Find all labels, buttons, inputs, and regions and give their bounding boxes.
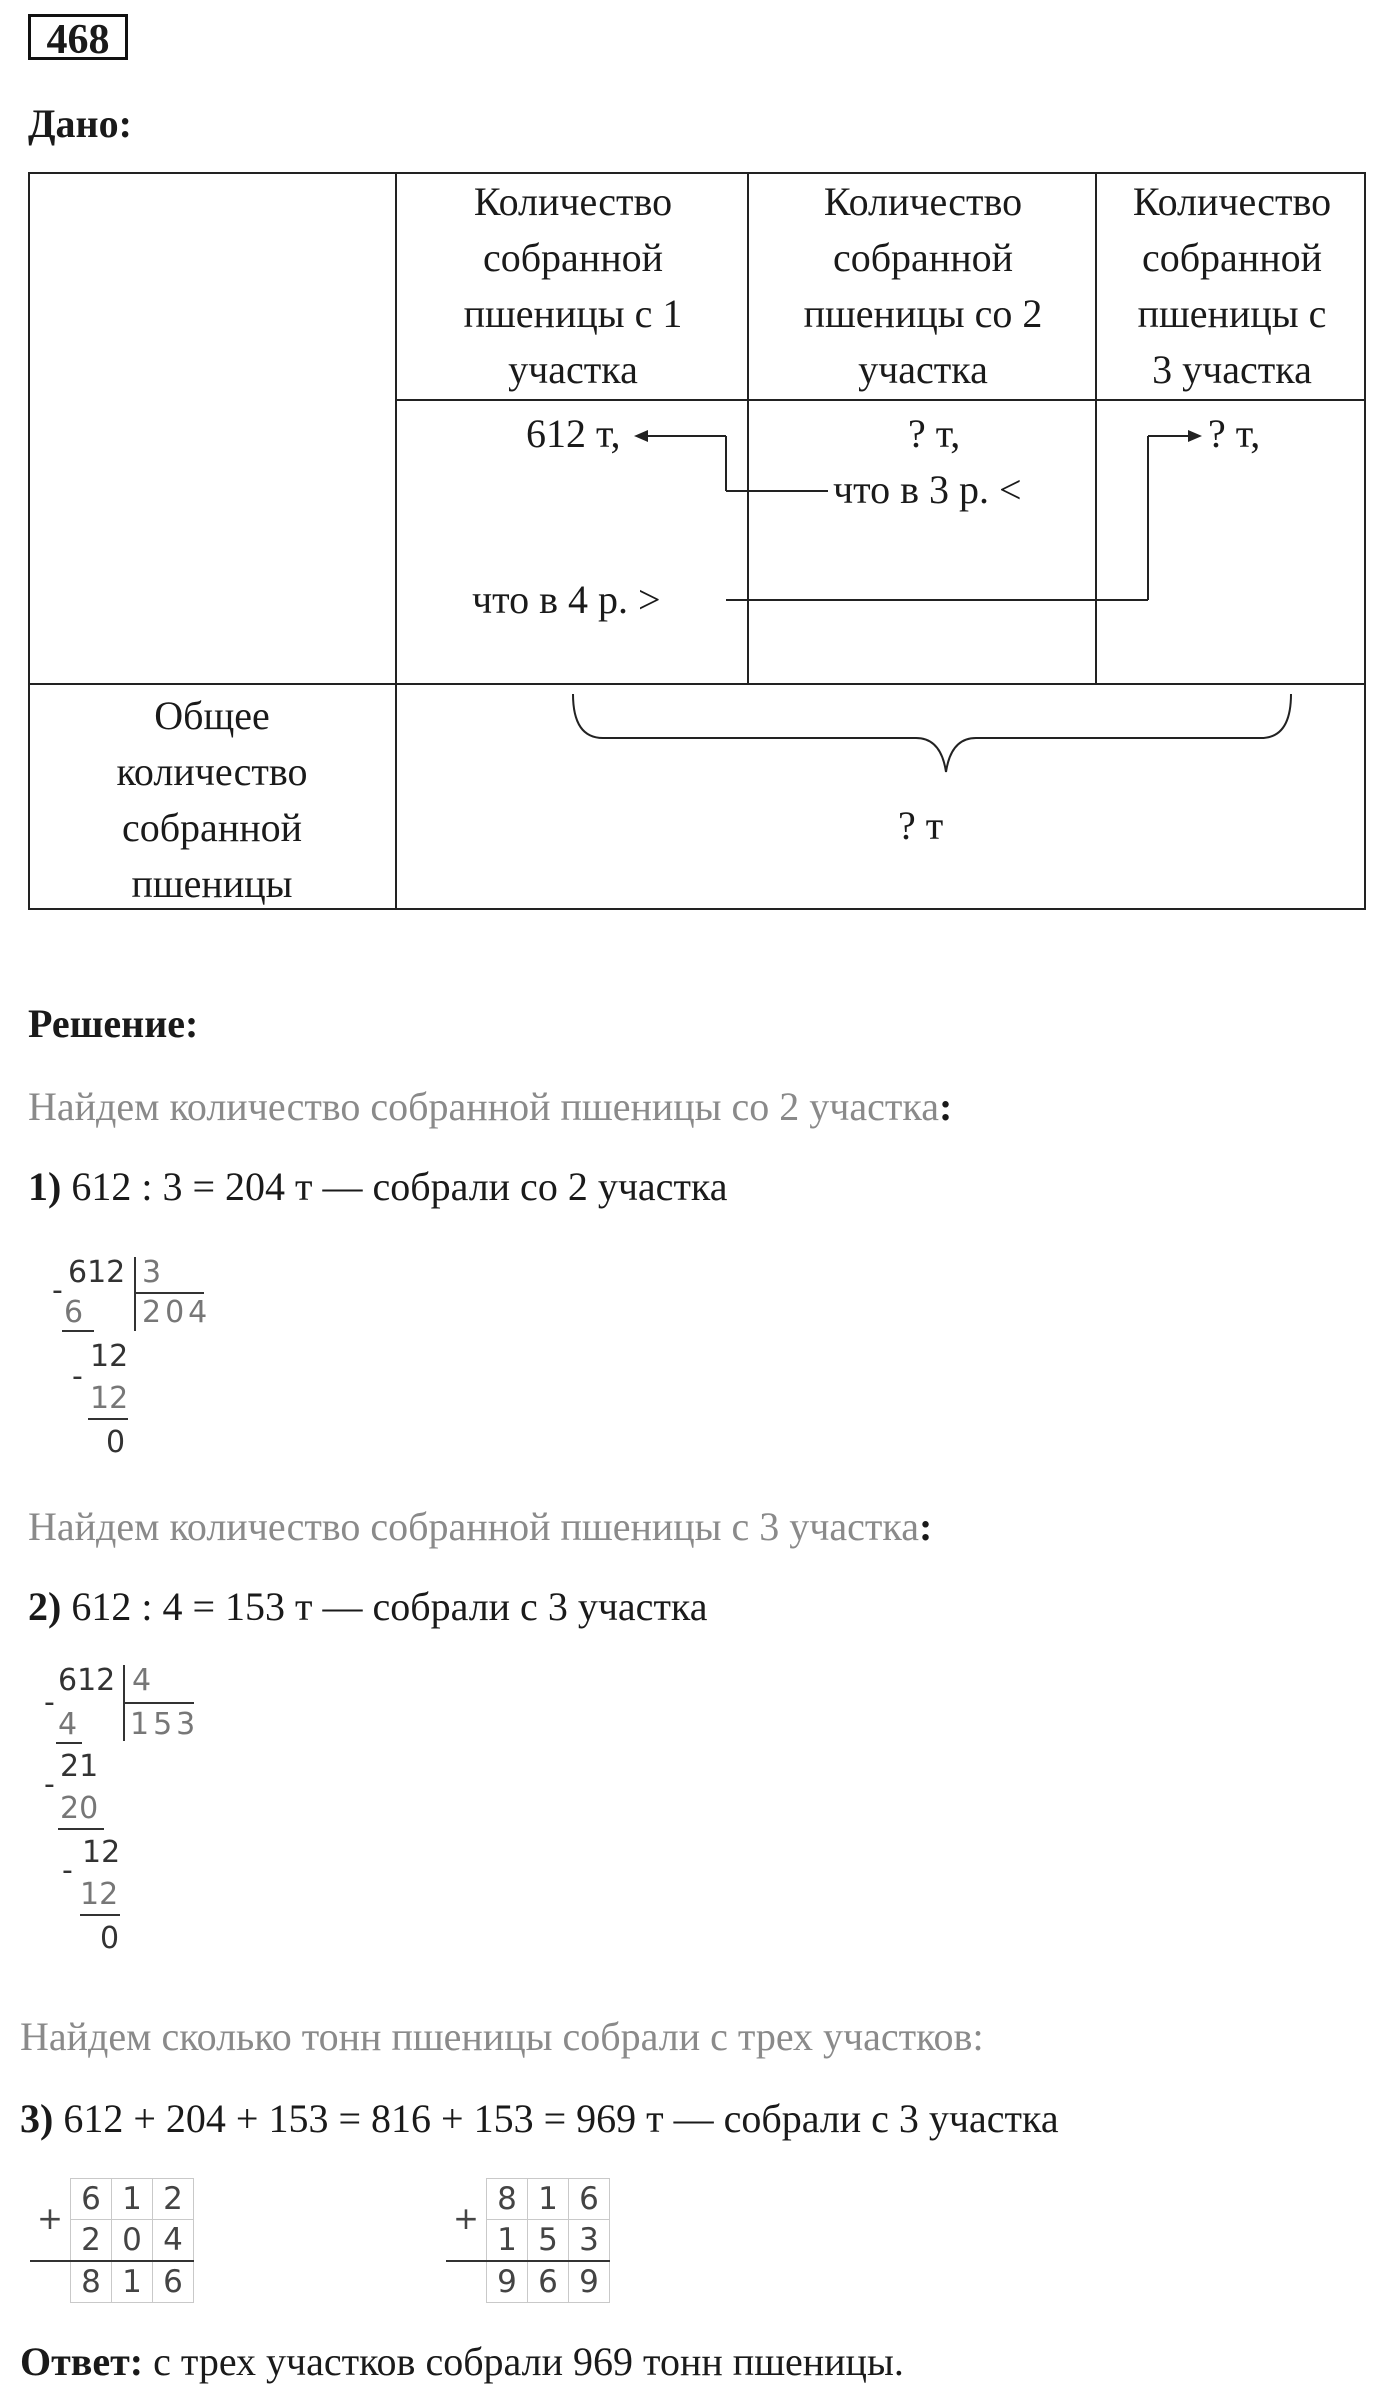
value-plot1: 612 т, [526,411,621,456]
long-division-1: - 612 3 6 204 12 - 12 0 [52,1255,212,1460]
step3-hint: Найдем сколько тонн пшеницы собрали с трех участков: [20,2014,984,2059]
answer [20,2338,904,2385]
arrow-lines [646,436,1188,600]
long-division-2: - 612 4 4 153 21 - 20 12 - 12 0 [44,1663,200,1956]
value-plot3: ? т, [1208,411,1261,456]
step1-expression: 1) 612 : 3 = 204 т — собрали со 2 участка [28,1164,728,1209]
step3-expression: 3) 612 + 204 + 153 = 816 + 153 = 969 т — собрали с 3 участка [20,2096,1059,2141]
arrow-left-icon [634,430,648,442]
step1-hint: Найдем количество собранной пшеницы со 2 участка: [28,1084,953,1129]
step2-hint: Найдем количество собранной пшеницы с 3 участка: [28,1504,933,1549]
answer-text: с трех участков собрали 969 тонн пшеницы. [143,2339,904,2384]
solution-label: Решение: [28,1001,199,1046]
total-label: Общее количество собранной пшеницы [116,693,308,906]
given-table [28,172,1366,910]
col1-header: Количество собранной пшеницы с 1 участка [463,179,683,392]
total-brace [573,694,1291,772]
arrow-right-icon [1188,430,1202,442]
col2-header: Количество собранной пшеницы со 2 участка [803,179,1043,392]
column-addition-2: + 8 1 6 1 5 3 9 6 9 [446,2178,610,2303]
answer-label: Ответ: [20,2339,144,2384]
total-value: ? т [898,803,944,848]
task-number: 468 [28,14,128,60]
step2-expression: 2) 612 : 4 = 153 т — собрали с 3 участка [28,1584,708,1629]
compare-plot2: что в 3 р. < [833,467,1022,512]
value-plot2: ? т, [908,411,961,456]
col3-header: Количество собранной пшеницы с 3 участка [1132,179,1332,392]
column-addition-1: + 6 1 2 2 0 4 8 1 6 [30,2178,194,2303]
compare-plot3: что в 4 р. > [472,577,661,622]
given-label: Дано: [28,101,132,146]
